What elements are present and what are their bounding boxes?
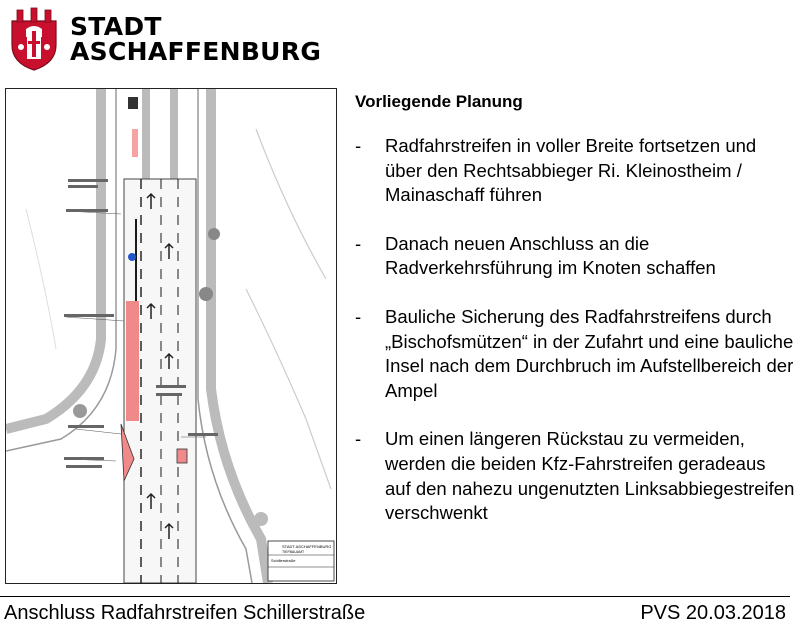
city-name <box>70 14 321 64</box>
footer-title: Anschluss Radfahrstreifen Schillerstraße <box>4 602 366 624</box>
list-item: - Bauliche Sicherung des Radfahrstreifens durch „Bischofsmützen“ in der Zufahrt und eine bauliche Insel nach dem Durchbruch im Aufstellbereich der Ampel <box>355 305 794 401</box>
list-item: - Um einen längeren Rückstau zu vermeiden, werden die beiden Kfz-Fahrstreifen geradeaus auf den nahezu ungenutzten Linksabbiegestreifen verschwenkt <box>355 428 795 524</box>
list-item-text: Danach neuen Anschluss an die Radverkehrsführung im Knoten schaffen <box>385 232 716 279</box>
list-item-text: Bauliche Sicherung des Radfahrstreifens durch „Bischofsmützen“ in der Zufahrt und eine bauliche Insel nach dem Durchbruch im Aufstellbereich der Ampel <box>385 305 794 401</box>
planning-drawing <box>5 88 337 584</box>
city-crest-icon <box>8 7 60 71</box>
title-block-sub: TIEFBAUAMT <box>282 550 305 554</box>
footer-date: PVS 20.03.2018 <box>640 602 786 624</box>
bullet-list <box>355 134 795 526</box>
header <box>0 0 800 78</box>
title-block-street: Schillerstraße <box>271 558 296 563</box>
title-block-heading: STADT ASCHAFFENBURG <box>282 544 332 549</box>
section-title: Vorliegende Planung <box>355 92 523 111</box>
plan-drawing-svg <box>6 89 336 583</box>
list-item-text: Um einen längeren Rückstau zu vermeiden, werden die beiden Kfz-Fahrstreifen geradeaus auf den nahezu ungenutzten Linksabbiegestreifen verschwenkt <box>385 428 795 524</box>
planning-text <box>355 92 795 550</box>
city-name-line1: STADT <box>70 12 162 41</box>
list-item: - Radfahrstreifen in voller Breite fortsetzen und über den Rechtsabbieger Ri. Kleinostheim / Mainaschaff führen <box>355 135 757 206</box>
list-item-text: Radfahrstreifen in voller Breite fortsetzen und über den Rechtsabbieger Ri. Kleinostheim / Mainaschaff führen <box>385 135 757 206</box>
city-name-line2: ASCHAFFENBURG <box>70 37 322 66</box>
bike-lane <box>126 301 139 421</box>
footer-divider <box>0 596 790 597</box>
list-item: - Danach neuen Anschluss an die Radverkehrsführung im Knoten schaffen <box>355 232 716 279</box>
